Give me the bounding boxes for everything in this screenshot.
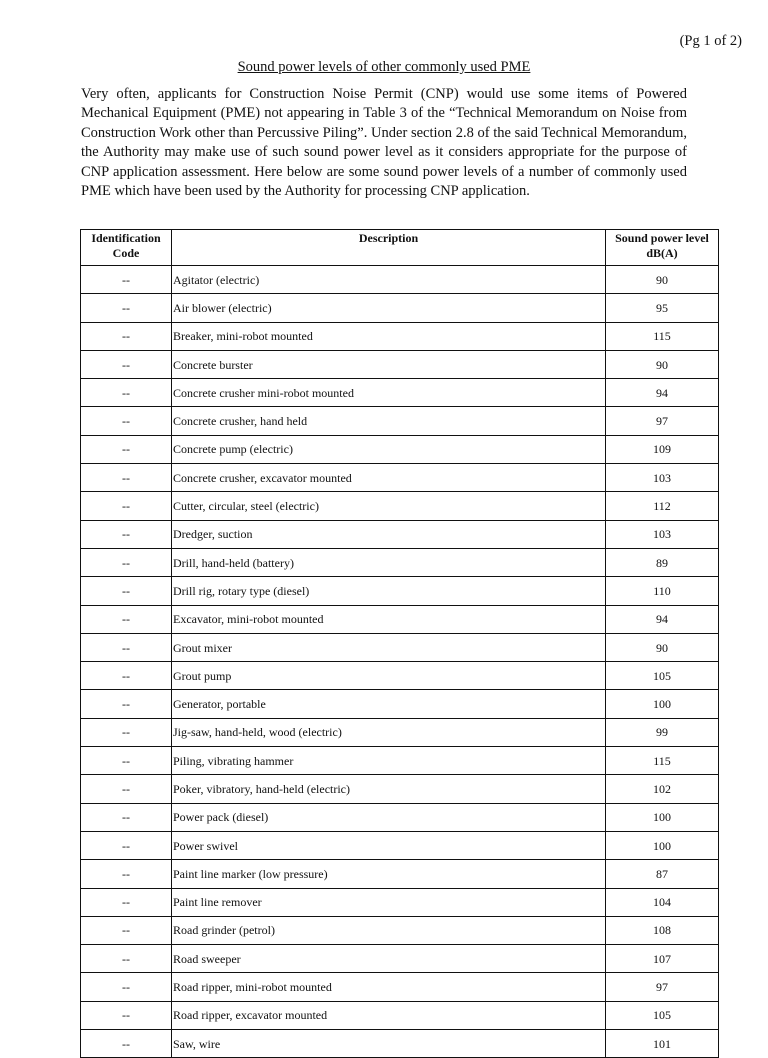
row-sound-power-level: 102 xyxy=(606,775,719,803)
row-identification-code: -- xyxy=(81,435,172,463)
row-description: Poker, vibratory, hand-held (electric) xyxy=(172,775,606,803)
table-row xyxy=(81,775,719,803)
row-identification-code: -- xyxy=(81,379,172,407)
row-identification-code: -- xyxy=(81,548,172,576)
row-description: Grout mixer xyxy=(172,633,606,661)
table-body xyxy=(81,266,719,1058)
row-description: Air blower (electric) xyxy=(172,294,606,322)
row-sound-power-level: 108 xyxy=(606,916,719,944)
row-description: Concrete crusher, hand held xyxy=(172,407,606,435)
row-identification-code: -- xyxy=(81,577,172,605)
row-sound-power-level: 104 xyxy=(606,888,719,916)
table-row xyxy=(81,1001,719,1029)
table-row xyxy=(81,464,719,492)
row-sound-power-level: 110 xyxy=(606,577,719,605)
row-description: Excavator, mini-robot mounted xyxy=(172,605,606,633)
row-sound-power-level: 90 xyxy=(606,633,719,661)
row-description: Agitator (electric) xyxy=(172,266,606,294)
row-description: Paint line remover xyxy=(172,888,606,916)
row-identification-code: -- xyxy=(81,775,172,803)
row-sound-power-level: 105 xyxy=(606,662,719,690)
row-identification-code: -- xyxy=(81,916,172,944)
row-description: Grout pump xyxy=(172,662,606,690)
table-row xyxy=(81,916,719,944)
row-identification-code: -- xyxy=(81,718,172,746)
table-row xyxy=(81,605,719,633)
row-identification-code: -- xyxy=(81,520,172,548)
page-number: (Pg 1 of 2) xyxy=(679,33,742,49)
table-row xyxy=(81,718,719,746)
row-sound-power-level: 100 xyxy=(606,803,719,831)
row-sound-power-level: 94 xyxy=(606,379,719,407)
row-description: Drill, hand-held (battery) xyxy=(172,548,606,576)
row-description: Saw, wire xyxy=(172,1030,606,1058)
row-identification-code: -- xyxy=(81,973,172,1001)
header-identification-code: Identification Code xyxy=(81,230,172,266)
row-sound-power-level: 105 xyxy=(606,1001,719,1029)
row-identification-code: -- xyxy=(81,1001,172,1029)
table-row xyxy=(81,294,719,322)
row-description: Paint line marker (low pressure) xyxy=(172,860,606,888)
table-row xyxy=(81,548,719,576)
table-row xyxy=(81,322,719,350)
table-header-row xyxy=(81,230,719,266)
row-sound-power-level: 109 xyxy=(606,435,719,463)
row-description: Power swivel xyxy=(172,831,606,859)
row-description: Generator, portable xyxy=(172,690,606,718)
row-sound-power-level: 90 xyxy=(606,266,719,294)
table-row xyxy=(81,747,719,775)
table-row xyxy=(81,266,719,294)
row-description: Breaker, mini-robot mounted xyxy=(172,322,606,350)
row-description: Concrete burster xyxy=(172,350,606,378)
table-row xyxy=(81,690,719,718)
row-sound-power-level: 101 xyxy=(606,1030,719,1058)
row-identification-code: -- xyxy=(81,633,172,661)
row-description: Road sweeper xyxy=(172,945,606,973)
table-row xyxy=(81,407,719,435)
row-identification-code: -- xyxy=(81,605,172,633)
row-identification-code: -- xyxy=(81,350,172,378)
row-sound-power-level: 115 xyxy=(606,747,719,775)
row-identification-code: -- xyxy=(81,690,172,718)
header-sound-power-level: Sound power level dB(A) xyxy=(606,230,719,266)
intro-paragraph: Very often, applicants for Construction Noise Permit (CNP) would use some items of Powered Mechanical Equipment (PME) not appearing in Table 3 of the “Technical Memorandum on Noise from Construction Work other than Percussive Piling”. Under section 2.8 of the said Technical Memorandum, the Authority may make use of such sound power level as it considers appropriate for the purpose of CNP application assessment. Here below are some sound power levels of a number of commonly used PME which have been used by the Authority for processing CNP application. xyxy=(81,86,687,200)
row-description: Piling, vibrating hammer xyxy=(172,747,606,775)
table-row xyxy=(81,831,719,859)
table-row xyxy=(81,633,719,661)
row-sound-power-level: 99 xyxy=(606,718,719,746)
table-row xyxy=(81,662,719,690)
row-sound-power-level: 89 xyxy=(606,548,719,576)
header-description: Description xyxy=(172,230,606,266)
row-identification-code: -- xyxy=(81,492,172,520)
row-description: Concrete pump (electric) xyxy=(172,435,606,463)
row-sound-power-level: 97 xyxy=(606,407,719,435)
row-identification-code: -- xyxy=(81,945,172,973)
row-identification-code: -- xyxy=(81,888,172,916)
row-identification-code: -- xyxy=(81,464,172,492)
row-sound-power-level: 90 xyxy=(606,350,719,378)
row-description: Jig-saw, hand-held, wood (electric) xyxy=(172,718,606,746)
page-title: Sound power levels of other commonly used PME xyxy=(237,59,531,75)
row-sound-power-level: 115 xyxy=(606,322,719,350)
table-row xyxy=(81,860,719,888)
row-identification-code: -- xyxy=(81,266,172,294)
row-identification-code: -- xyxy=(81,831,172,859)
table-row xyxy=(81,520,719,548)
table-row xyxy=(81,379,719,407)
row-description: Road ripper, excavator mounted xyxy=(172,1001,606,1029)
row-sound-power-level: 107 xyxy=(606,945,719,973)
row-sound-power-level: 100 xyxy=(606,690,719,718)
row-description: Power pack (diesel) xyxy=(172,803,606,831)
row-identification-code: -- xyxy=(81,747,172,775)
row-identification-code: -- xyxy=(81,662,172,690)
row-identification-code: -- xyxy=(81,1030,172,1058)
table-row xyxy=(81,973,719,1001)
row-description: Dredger, suction xyxy=(172,520,606,548)
table-row xyxy=(81,492,719,520)
row-sound-power-level: 95 xyxy=(606,294,719,322)
row-description: Concrete crusher, excavator mounted xyxy=(172,464,606,492)
table-row xyxy=(81,888,719,916)
row-identification-code: -- xyxy=(81,803,172,831)
table-row xyxy=(81,350,719,378)
row-description: Road grinder (petrol) xyxy=(172,916,606,944)
row-sound-power-level: 103 xyxy=(606,464,719,492)
row-sound-power-level: 103 xyxy=(606,520,719,548)
row-sound-power-level: 97 xyxy=(606,973,719,1001)
row-description: Drill rig, rotary type (diesel) xyxy=(172,577,606,605)
row-description: Concrete crusher mini-robot mounted xyxy=(172,379,606,407)
table-row xyxy=(81,1030,719,1058)
table-row xyxy=(81,803,719,831)
sound-power-table xyxy=(80,229,719,1058)
row-identification-code: -- xyxy=(81,407,172,435)
table-row xyxy=(81,945,719,973)
row-identification-code: -- xyxy=(81,322,172,350)
row-sound-power-level: 87 xyxy=(606,860,719,888)
row-description: Cutter, circular, steel (electric) xyxy=(172,492,606,520)
row-sound-power-level: 94 xyxy=(606,605,719,633)
table-row xyxy=(81,577,719,605)
row-identification-code: -- xyxy=(81,294,172,322)
row-description: Road ripper, mini-robot mounted xyxy=(172,973,606,1001)
row-sound-power-level: 100 xyxy=(606,831,719,859)
row-identification-code: -- xyxy=(81,860,172,888)
table-row xyxy=(81,435,719,463)
row-sound-power-level: 112 xyxy=(606,492,719,520)
